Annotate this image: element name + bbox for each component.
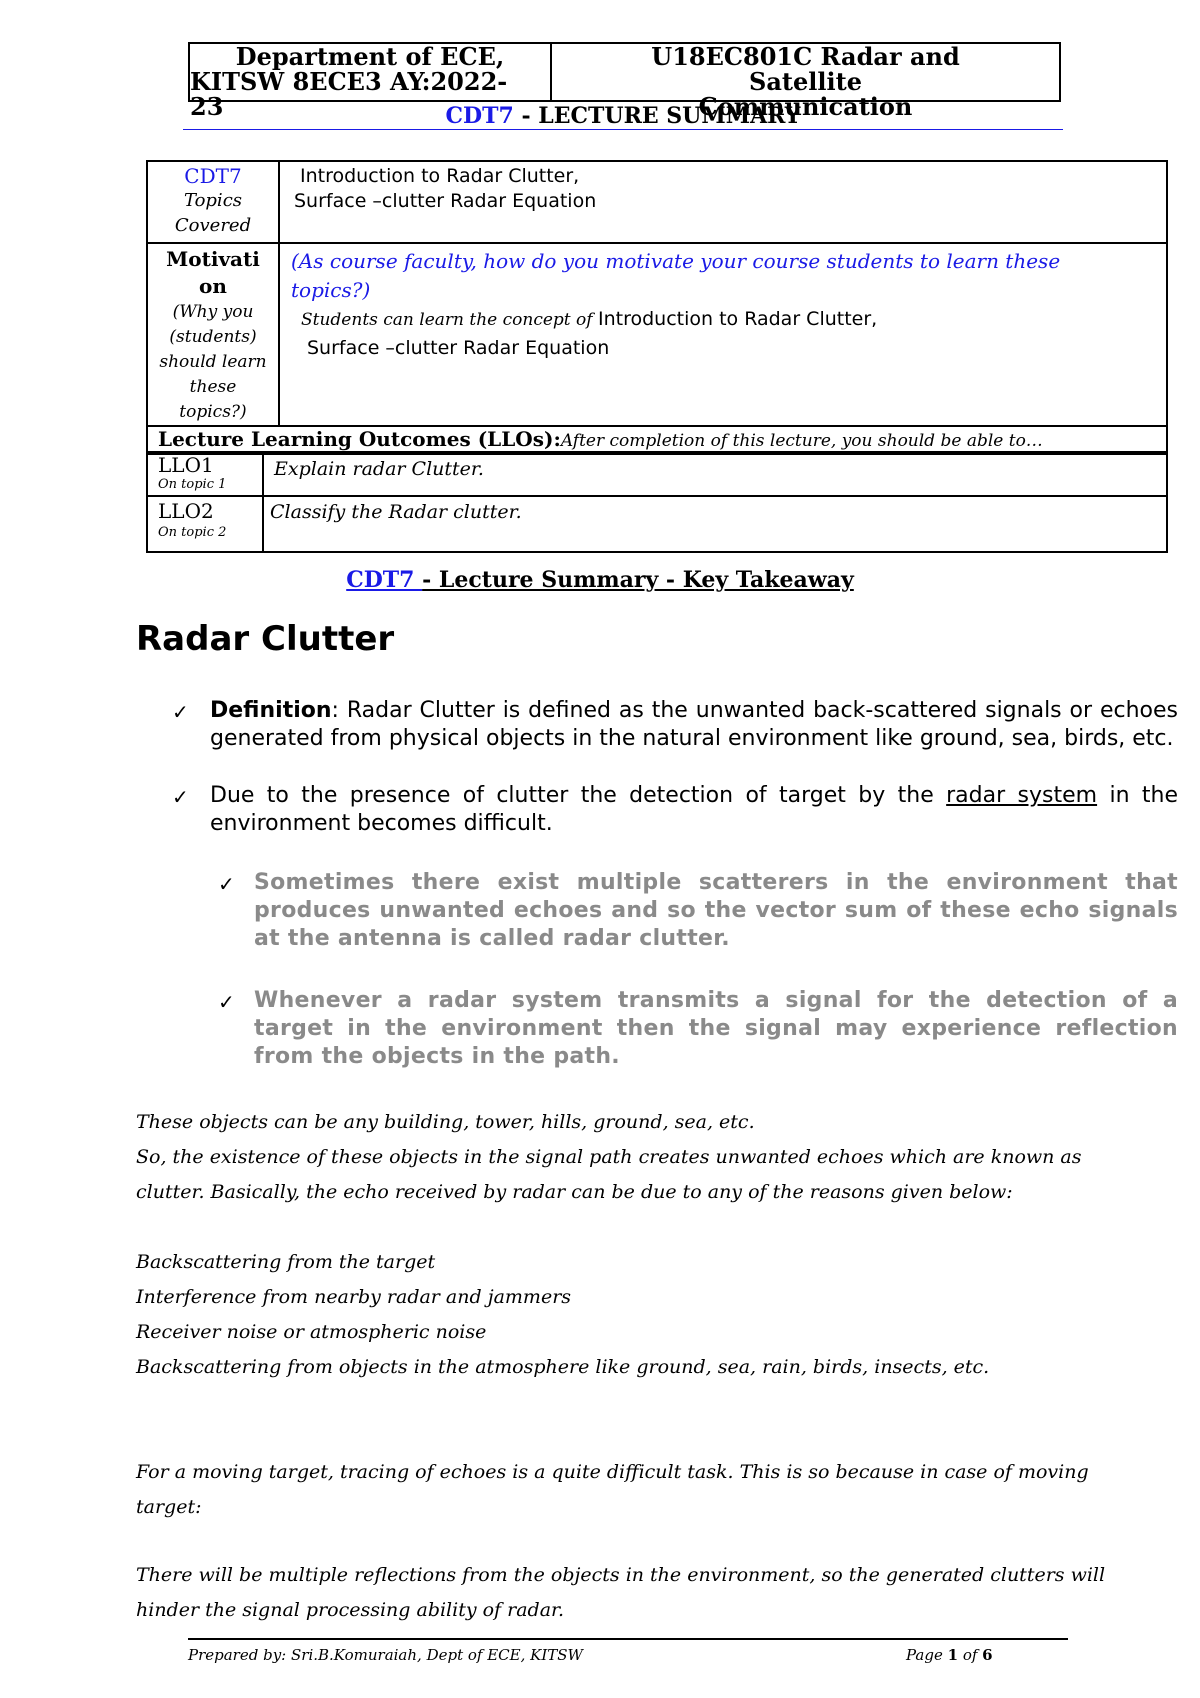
- page-num: 1: [947, 1646, 959, 1664]
- bullet-definition-text: : Radar Clutter is defined as the unwanted back-scattered signals or echoes generated from physical objects in the natural environment like ground, sea, birds, etc.: [210, 698, 1178, 751]
- takeaway-code[interactable]: CDT7: [346, 567, 423, 593]
- topics-covered-cell: [279, 161, 1167, 243]
- bullet-reflection: Whenever a radar system transmits a signal for the detection of a target in the environment then the signal may experience reflection from the objects in the path.: [254, 988, 1178, 1069]
- motivation-topic2: Surface –clutter Radar Equation: [307, 337, 610, 359]
- bullet-scatterers: Sometimes there exist multiple scatterers in the environment that produces unwanted echoes and so the vector sum of these echo signals at the antenna is called radar clutter.: [254, 870, 1178, 951]
- motivation-prefix: Students can learn the concept of: [301, 310, 598, 330]
- paragraph-objects: These objects can be any building, tower, hills, ground, sea, etc.: [136, 1111, 755, 1133]
- paragraph-moving-2: target:: [136, 1496, 202, 1518]
- motivation-sub2: (students): [169, 327, 257, 347]
- paragraph-moving-1: For a moving target, tracing of echoes is a quite difficult task. This is so because in case of moving: [136, 1461, 1089, 1483]
- llo-heading: Lecture Learning Outcomes (LLOs):: [158, 427, 561, 451]
- llo2-code: LLO2: [158, 499, 214, 523]
- check-icon: ✓: [218, 874, 235, 896]
- llo2-topic: On topic 2: [158, 525, 227, 540]
- header-course-line3: Communication: [698, 92, 913, 121]
- topics-line1: Introduction to Radar Clutter,: [300, 165, 580, 187]
- header-course-line1: U18EC801C Radar and: [651, 42, 960, 71]
- radar-system-link[interactable]: radar system: [946, 783, 1098, 808]
- bullet-detection: [210, 782, 1178, 838]
- bullet-detection-post: in the environment becomes difficult.: [210, 783, 1178, 836]
- header-dept-line3: 23: [190, 92, 224, 121]
- llo1-label-cell: [147, 452, 263, 496]
- llo-table: [146, 451, 1168, 553]
- paragraph-existence-1: So, the existence of these objects in the signal path creates unwanted echoes which are known as: [136, 1146, 1082, 1168]
- summary-table: [146, 160, 1168, 455]
- topics-line2: Surface –clutter Radar Equation: [294, 190, 597, 212]
- header-dept-line1: Department of ECE,: [235, 42, 505, 71]
- bullet-detection-pre: Due to the presence of clutter the detection of target by the: [210, 783, 947, 808]
- motivation-body: [291, 305, 1166, 335]
- footer-prepared-by: Prepared by: Sri.B.Komuraiah, Dept of ECE, KITSW: [188, 1646, 583, 1664]
- motivation-sub1: (Why you: [172, 302, 254, 322]
- check-icon: ✓: [218, 992, 235, 1014]
- motivation-content-cell: [279, 243, 1167, 426]
- lecture-summary-title: [183, 103, 1063, 130]
- topics-label2: Covered: [174, 215, 252, 236]
- reason-item-3: Receiver noise or atmospheric noise: [136, 1321, 487, 1343]
- header-dept-line2: KITSW 8ECE3 AY:2022-: [190, 67, 508, 96]
- topics-label-cell: [147, 161, 279, 243]
- header-course-line2: Satellite: [749, 67, 862, 96]
- topics-label1: Topics: [183, 190, 243, 211]
- llo2-label-cell: [147, 496, 263, 552]
- llo-heading-tail: After completion of this lecture, you should be able to…: [560, 431, 1043, 451]
- motivation-label-cell: [147, 243, 279, 426]
- motivation-sub4: these: [189, 377, 237, 397]
- footer-divider: [188, 1638, 1068, 1640]
- summary-rest: - LECTURE SUMMARY: [513, 103, 801, 129]
- llo-heading-cell: [147, 426, 1167, 454]
- page-prefix: Page: [906, 1646, 948, 1664]
- llo1-text: Explain radar Clutter.: [263, 452, 1167, 496]
- motivation-question2: topics?): [291, 278, 371, 302]
- motivation-label1: Motivati: [166, 247, 260, 271]
- topics-code: CDT7: [184, 164, 242, 188]
- motivation-sub3: should learn: [159, 352, 267, 372]
- takeaway-title: [0, 566, 1200, 594]
- reason-item-1: Backscattering from the target: [136, 1251, 436, 1273]
- paragraph-existence-2: clutter. Basically, the echo received by radar can be due to any of the reasons given below:: [136, 1181, 1013, 1203]
- llo2-text: Classify the Radar clutter.: [263, 496, 1167, 552]
- page-total: 6: [982, 1646, 993, 1664]
- footer-page-number: [906, 1646, 993, 1664]
- summary-code: CDT7: [445, 103, 514, 129]
- bullet-definition: [210, 697, 1178, 753]
- motivation-question1: (As course faculty, how do you motivate your course students to learn these: [291, 249, 1061, 273]
- reason-item-4: Backscattering from objects in the atmosphere like ground, sea, rain, birds, insects, etc.: [136, 1356, 990, 1378]
- motivation-topic1: Introduction to Radar Clutter,: [597, 308, 878, 330]
- llo1-code: LLO1: [158, 453, 214, 477]
- check-icon: ✓: [172, 702, 189, 724]
- motivation-label2: on: [199, 274, 227, 298]
- motivation-sub5: topics?): [179, 402, 247, 422]
- bullet-definition-label: Definition: [210, 698, 332, 723]
- section-heading: Radar Clutter: [136, 619, 395, 659]
- page-of: of: [958, 1646, 983, 1664]
- takeaway-rest: - Lecture Summary - Key Takeaway: [422, 567, 854, 593]
- check-icon: ✓: [172, 787, 189, 809]
- paragraph-reflections-1: There will be multiple reflections from the objects in the environment, so the generated clutters will: [136, 1564, 1106, 1586]
- paragraph-reflections-2: hinder the signal processing ability of radar.: [136, 1599, 565, 1621]
- llo1-topic: On topic 1: [158, 477, 227, 492]
- reason-item-2: Interference from nearby radar and jammers: [136, 1286, 572, 1308]
